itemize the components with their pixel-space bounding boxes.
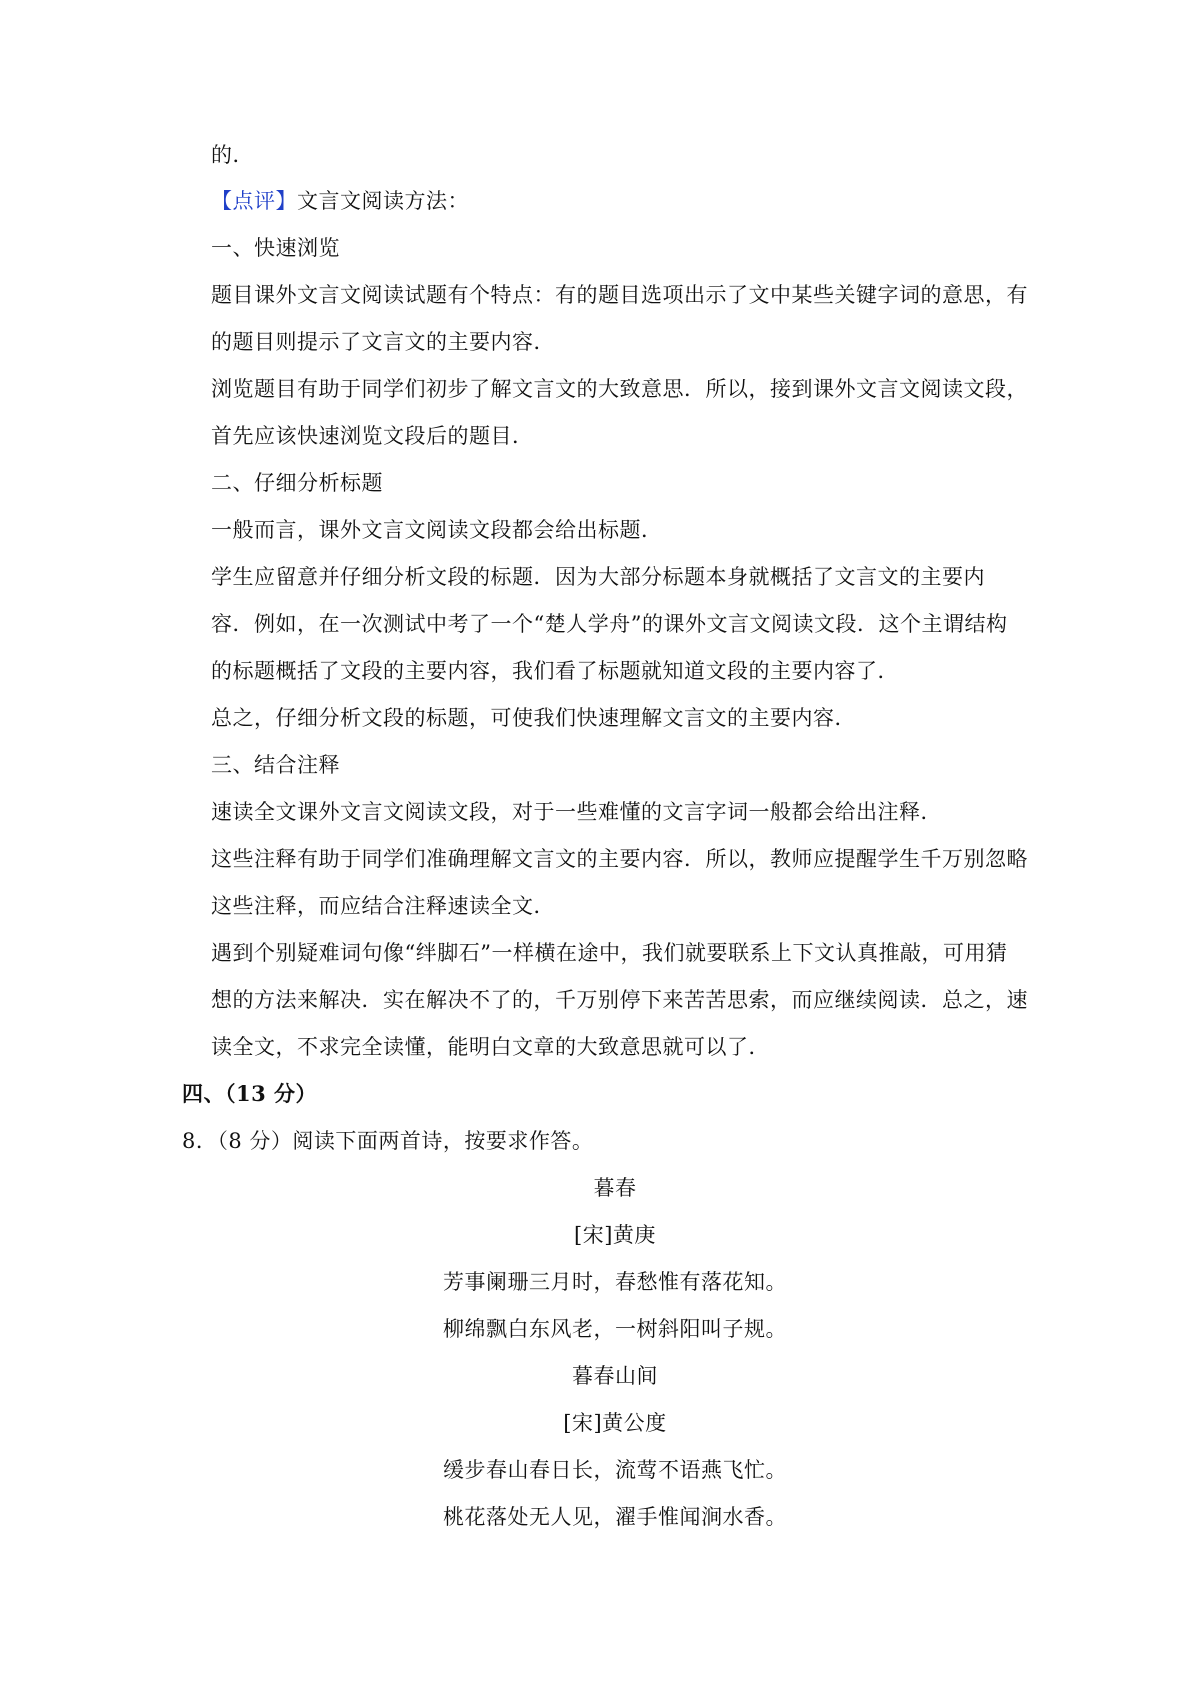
- heading-2: 二、仔细分析标题: [211, 471, 383, 495]
- heading-3: 三、结合注释: [211, 753, 340, 777]
- paragraph-2-line-1: 浏览题目有助于同学们初步了解文言文的大致意思．所以，接到课外文言文阅读文段，: [211, 377, 1028, 401]
- heading-1: 一、快速浏览: [211, 236, 340, 260]
- paragraph-8-line-3: 读全文，不求完全读懂，能明白文章的大致意思就可以了．: [211, 1035, 770, 1059]
- poem-2-author: [宋]黄公度: [563, 1411, 667, 1435]
- comment-tag: 【点评】: [211, 189, 297, 213]
- poem-2-title: 暮春山间: [572, 1364, 658, 1388]
- poem-1-author: [宋]黄庚: [574, 1223, 656, 1247]
- paragraph-4-line-1: 学生应留意并仔细分析文段的标题．因为大部分标题本身就概括了文言文的主要内: [211, 565, 985, 589]
- paragraph-3: 一般而言，课外文言文阅读文段都会给出标题．: [211, 518, 663, 542]
- comment-line: [211, 186, 469, 216]
- paragraph-1-line-1: 题目课外文言文阅读试题有个特点：有的题目选项出示了文中某些关键字词的意思，有: [211, 283, 1028, 307]
- comment-text: 文言文阅读方法：: [297, 189, 469, 213]
- paragraph-4-line-2: 容．例如，在一次测试中考了一个“楚人学舟”的课外文言文阅读文段．这个主谓结构: [211, 612, 1008, 636]
- paragraph-7-line-1: 这些注释有助于同学们准确理解文言文的主要内容．所以，教师应提醒学生千万别忽略: [211, 847, 1028, 871]
- paragraph-8-line-1: 遇到个别疑难词句像“绊脚石”一样横在途中，我们就要联系上下文认真推敲，可用猜: [211, 941, 1008, 965]
- paragraph-6: 速读全文课外文言文阅读文段，对于一些难懂的文言字词一般都会给出注释．: [211, 800, 942, 824]
- poem-2-line-1: 缓步春山春日长，流莺不语燕飞忙。: [443, 1458, 787, 1482]
- paragraph-8-line-2: 想的方法来解决．实在解决不了的，千万别停下来苦苦思索，而应继续阅读．总之，速: [211, 988, 1028, 1012]
- paragraph-7-line-2: 这些注释，而应结合注释速读全文．: [211, 894, 555, 918]
- section-title: 四、（13 分）: [182, 1081, 318, 1106]
- paragraph-2-line-2: 首先应该快速浏览文段后的题目．: [211, 424, 534, 448]
- poem-1-title: 暮春: [593, 1176, 637, 1200]
- question-stem: 8．（8 分）阅读下面两首诗，按要求作答。: [182, 1129, 594, 1153]
- poem-2-line-2: 桃花落处无人见，濯手惟闻涧水香。: [443, 1505, 787, 1529]
- paragraph-5: 总之，仔细分析文段的标题，可使我们快速理解文言文的主要内容．: [211, 706, 856, 730]
- poem-1-line-1: 芳事阑珊三月时，春愁惟有落花知。: [443, 1270, 787, 1294]
- continued-text: 的．: [211, 143, 254, 167]
- poem-1-line-2: 柳绵飘白东风老，一树斜阳叫子规。: [443, 1317, 787, 1341]
- paragraph-1-line-2: 的题目则提示了文言文的主要内容．: [211, 330, 555, 354]
- paragraph-4-line-3: 的标题概括了文段的主要内容，我们看了标题就知道文段的主要内容了．: [211, 659, 899, 683]
